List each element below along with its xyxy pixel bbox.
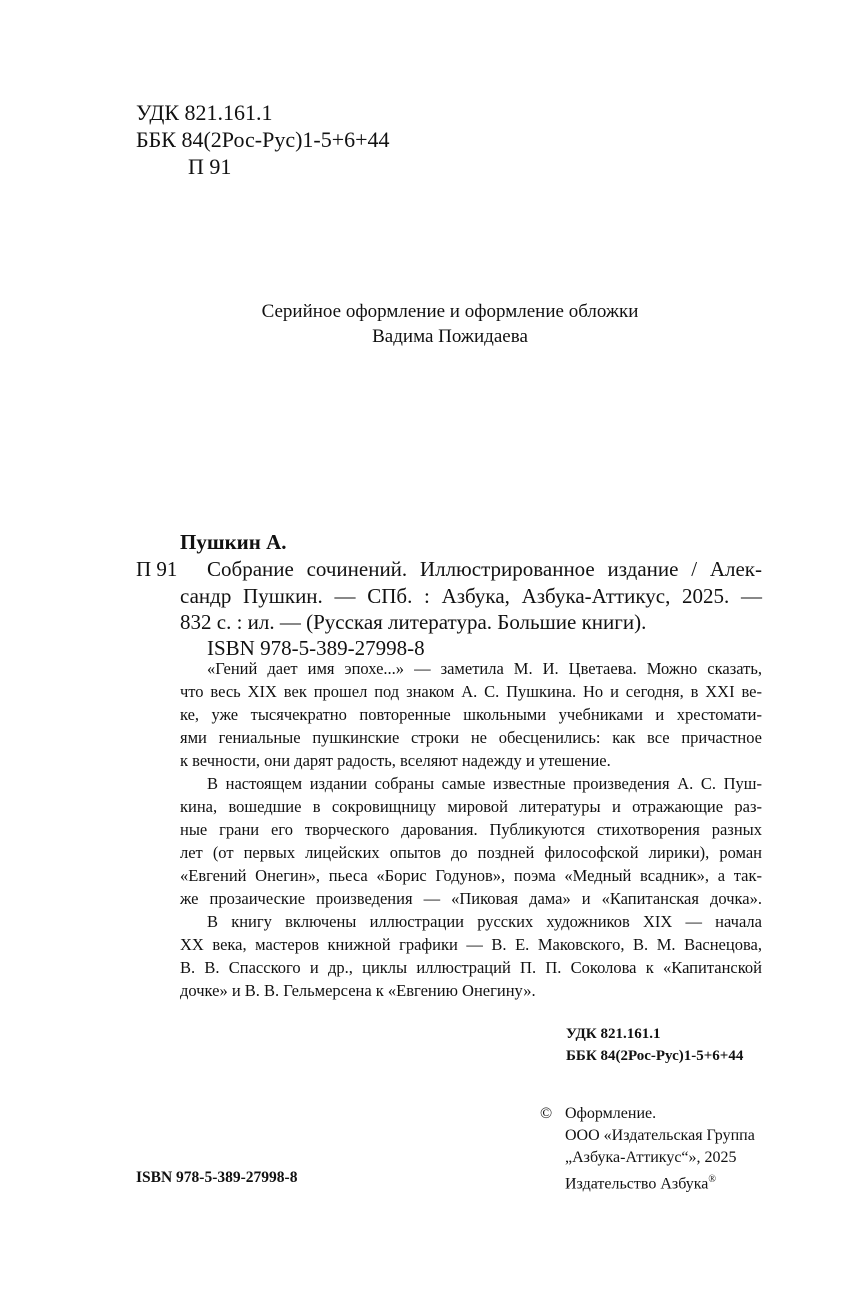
publisher-name: Издательство Азбука — [565, 1175, 709, 1193]
annotation-line: «Гений дает имя эпохе...» — заметила М. И. Цветаева. Можно сказать, — [207, 659, 762, 678]
annotation-line: кина, вошедшие в сокровищницу мировой литературы и отражающие раз- — [180, 797, 762, 816]
bbk-code-top: ББК 84(2Рос-Рус)1-5+6+44 — [136, 127, 390, 152]
annotation-line: В книгу включены иллюстрации русских художников XIX — начала — [207, 912, 762, 931]
design-credit-line-2: Вадима Пожидаева — [372, 326, 528, 347]
annotation-line: ке, уже тысячекратно повторенные школьными учебниками и хрестомати- — [180, 705, 762, 724]
annotation-line: лет (от первых лицейских опытов до поздней философской лирики), роман — [180, 843, 762, 862]
registered-mark: ® — [708, 1174, 716, 1185]
annotation-line: XX века, мастеров книжной графики — В. Е. Маковского, В. М. Васнецова, — [180, 935, 762, 954]
copyright-line-3: „Азбука-Аттикус“», 2025 — [565, 1149, 737, 1166]
bbk-code-bottom: ББК 84(2Рос-Рус)1-5+6+44 — [566, 1048, 744, 1064]
copyright-line-1: Оформление. — [565, 1105, 657, 1122]
author-mark-top: П 91 — [188, 154, 232, 179]
record-isbn: ISBN 978-5-389-27998-8 — [207, 636, 425, 660]
copyright-line-2: ООО «Издательская Группа — [565, 1127, 755, 1144]
annotation-line: что весь XIX век прошел под знаком А. С. Пушкина. Но и сегодня, в XXI ве- — [180, 682, 762, 701]
annotation-line: дочке» и В. В. Гельмерсена к «Евгению Онегину». — [180, 981, 536, 1000]
record-author: Пушкин А. — [180, 530, 287, 554]
isbn-bottom: ISBN 978-5-389-27998-8 — [136, 1169, 298, 1186]
record-author-mark: П 91 — [136, 557, 178, 581]
design-credit-line-1: Серийное оформление и оформление обложки — [261, 301, 639, 322]
annotation-line: В. В. Спасского и др., циклы иллюстраций П. П. Соколова к «Капитанской — [180, 958, 762, 977]
record-title-line: 832 с. : ил. — (Русская литература. Большие книги). — [180, 610, 647, 634]
udk-code-top: УДК 821.161.1 — [136, 100, 273, 125]
annotation-line: к вечности, они дарят радость, вселяют надежду и утешение. — [180, 751, 611, 770]
record-title-line: Собрание сочинений. Иллюстрированное издание / Алек- — [207, 557, 762, 581]
copyright-line-4 — [565, 1169, 716, 1195]
record-title-line: сандр Пушкин. — СПб. : Азбука, Азбука-Аттикус, 2025. — — [180, 583, 762, 608]
annotation-line: ные грани его творческого дарования. Публикуются стихотворения разных — [180, 820, 762, 839]
annotation-line: В настоящем издании собраны самые известные произведения А. С. Пуш- — [207, 774, 762, 793]
annotation-line: же прозаические произведения — «Пиковая дама» и «Капитанская дочка». — [180, 889, 762, 908]
udk-code-bottom: УДК 821.161.1 — [566, 1026, 661, 1042]
annotation-line: «Евгений Онегин», пьеса «Борис Годунов», поэма «Медный всадник», а так- — [180, 866, 762, 885]
annotation-line: ями гениальные пушкинские строки не обесценились: как все причастное — [180, 728, 762, 747]
copyright-symbol: © — [540, 1105, 553, 1122]
